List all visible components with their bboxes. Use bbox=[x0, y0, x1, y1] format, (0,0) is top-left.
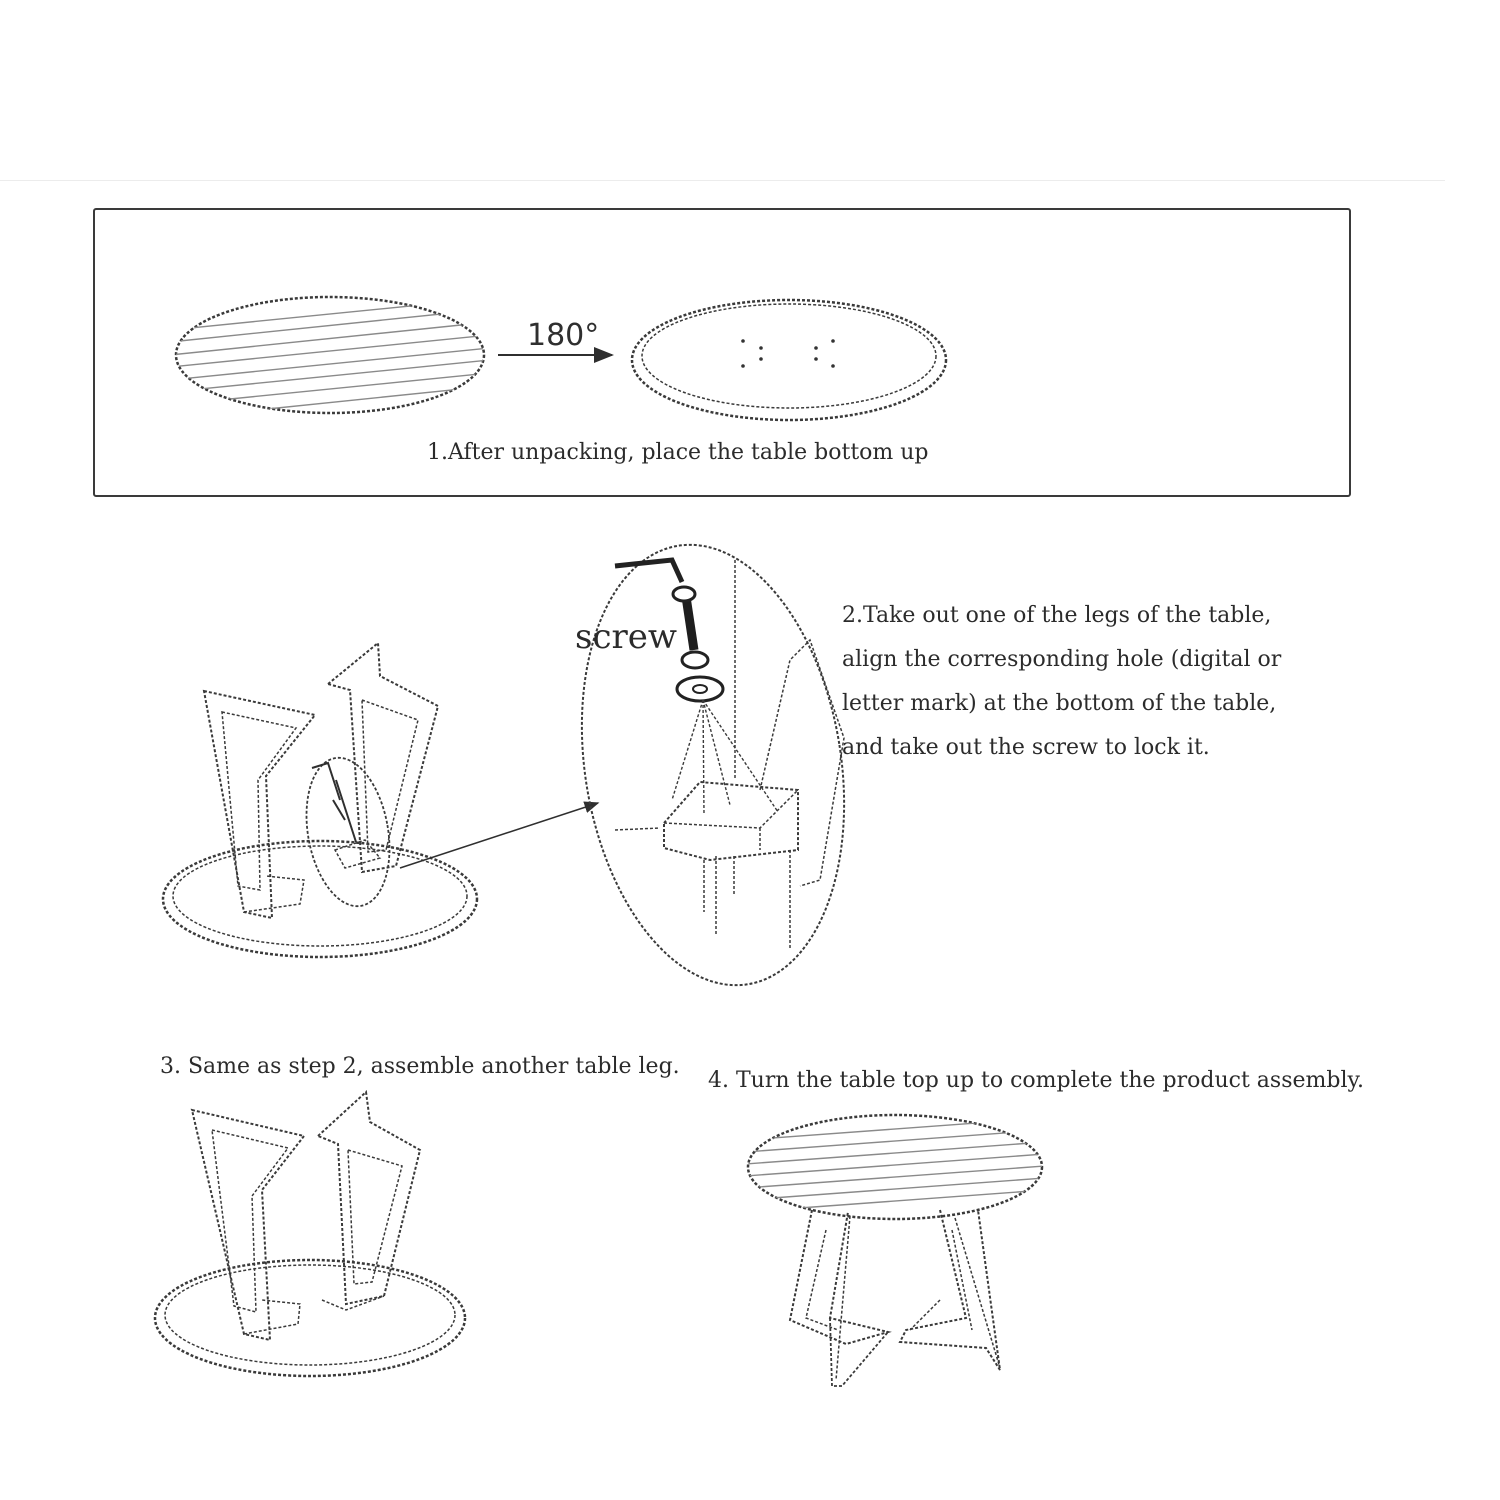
step-4-assembled-table bbox=[745, 1115, 1045, 1386]
screw-icon bbox=[673, 587, 723, 701]
step-2-line-4: and take out the screw to lock it. bbox=[842, 735, 1210, 760]
step-2-table-with-one-leg bbox=[163, 643, 598, 957]
step-2-line-1: 2.Take out one of the legs of the table, bbox=[842, 603, 1272, 628]
screw-callout-label: screw bbox=[575, 617, 677, 657]
step-3-caption: 3. Same as step 2, assemble another table leg. bbox=[160, 1054, 680, 1079]
step-4-caption: 4. Turn the table top up to complete the product assembly. bbox=[708, 1068, 1364, 1093]
rotation-degree-label: 180° bbox=[527, 318, 600, 353]
mounting-holes-icon bbox=[741, 339, 835, 368]
table-top-face-up bbox=[170, 297, 490, 418]
step-3-table-with-two-legs bbox=[155, 1092, 465, 1376]
step-2-line-2: align the corresponding hole (digital or bbox=[842, 647, 1282, 672]
step-2-line-3: letter mark) at the bottom of the table, bbox=[842, 691, 1277, 716]
rotation-arrow bbox=[498, 318, 612, 355]
step-2-instructions bbox=[842, 594, 1281, 770]
table-top-bottom-up bbox=[632, 300, 946, 420]
step-1-caption: 1.After unpacking, place the table bottom up bbox=[427, 440, 929, 465]
step-2-screw-detail-zoom bbox=[552, 526, 874, 1005]
